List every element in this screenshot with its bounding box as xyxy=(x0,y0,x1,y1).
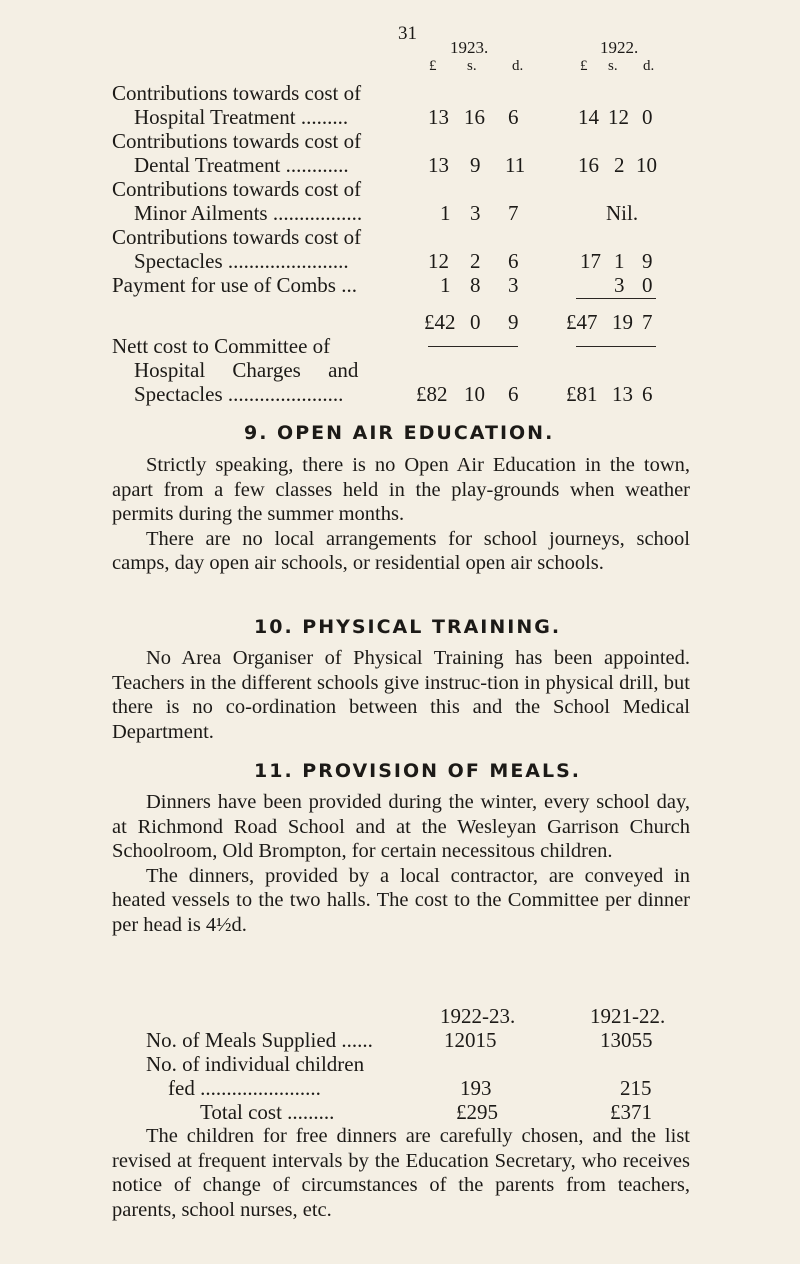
subtotal-rule-1922 xyxy=(576,298,656,299)
nett-1922-shillings: 13 xyxy=(612,382,633,406)
total-cost-1922-23: £295 xyxy=(456,1100,498,1124)
section-10-heading: 10. PHYSICAL TRAINING. xyxy=(254,616,562,638)
minor-1923-shillings: 3 xyxy=(470,201,481,225)
children-fed-label-2: fed ....................... xyxy=(168,1076,321,1100)
dental-1923-pence: 11 xyxy=(505,153,526,177)
nett-1923-pounds: £82 xyxy=(416,382,448,406)
nett-cost-label-2: Hospital Charges and xyxy=(134,358,359,382)
section-10-paragraph-1: No Area Organiser of Physical Training has been appointed. Teachers in the different schools give instruc-tion in physical drill, but there is no co-ordination between this and the School Medical Department. xyxy=(112,647,690,743)
minor-1923-pounds: 1 xyxy=(440,201,451,225)
total-1923-shillings: 0 xyxy=(470,310,481,334)
total-cost-1921-22: £371 xyxy=(610,1100,652,1124)
section-11-paragraph-1: Dinners have been provided during the winter, every school day, at Richmond Road School and at the Wesleyan Garrison Church Schoolroom, Old Brompton, for certain necessitous children. xyxy=(112,791,690,863)
section-9-heading: 9. OPEN AIR EDUCATION. xyxy=(244,422,555,444)
hospital-1923-pounds: 13 xyxy=(428,105,449,129)
row-hospital-label-2: Hospital Treatment ......... xyxy=(134,105,349,129)
total-rule-1922 xyxy=(576,346,656,347)
section-10-body xyxy=(112,646,690,744)
total-1923-pence: 9 xyxy=(508,310,519,334)
spectacles-1923-shillings: 2 xyxy=(470,249,481,273)
meals-supplied-1921-22: 13055 xyxy=(600,1028,653,1052)
meals-supplied-label: No. of Meals Supplied ...... xyxy=(146,1028,373,1052)
nett-cost-label-1: Nett cost to Committee of xyxy=(112,334,331,358)
combs-1922-pence: 0 xyxy=(642,273,653,297)
spectacles-1922-pounds: 17 xyxy=(580,249,601,273)
nett-1923-shillings: 10 xyxy=(464,382,485,406)
row-spectacles-label-2: Spectacles ....................... xyxy=(134,249,349,273)
combs-1922-shillings: 3 xyxy=(614,273,625,297)
section-11-paragraph-2: The dinners, provided by a local contractor, are conveyed in heated vessels to the two halls. The cost to the Committee per dinner per head is 4½d. xyxy=(112,864,690,936)
hospital-1922-shillings: 12 xyxy=(608,105,629,129)
children-fed-1921-22: 215 xyxy=(620,1076,652,1100)
nett-1922-pence: 6 xyxy=(642,382,653,406)
row-spectacles-label-1: Contributions towards cost of xyxy=(112,225,362,249)
row-hospital-label-1: Contributions towards cost of xyxy=(112,81,362,105)
meals-col-1922-23: 1922-23. xyxy=(440,1004,516,1028)
dental-1922-pounds: 16 xyxy=(578,153,599,177)
meals-col-1921-22: 1921-22. xyxy=(590,1004,666,1028)
hospital-1922-pounds: 14 xyxy=(578,105,599,129)
nett-1923-pence: 6 xyxy=(508,382,519,406)
spectacles-1923-pence: 6 xyxy=(508,249,519,273)
children-fed-1922-23: 193 xyxy=(460,1076,492,1100)
dental-1923-shillings: 9 xyxy=(470,153,481,177)
row-dental-label-1: Contributions towards cost of xyxy=(112,129,362,153)
row-combs-label: Payment for use of Combs ... xyxy=(112,273,357,297)
unit-shillings-1923: s. xyxy=(467,58,477,74)
unit-shillings-1922: s. xyxy=(608,58,618,74)
unit-pence-1922: d. xyxy=(643,58,655,74)
dental-1923-pounds: 13 xyxy=(428,153,449,177)
total-1922-shillings: 19 xyxy=(612,310,633,334)
year-1923-header: 1923. xyxy=(450,38,489,57)
total-1922-pounds: £47 xyxy=(566,310,598,334)
combs-1923-shillings: 8 xyxy=(470,273,481,297)
total-1923-pounds: £42 xyxy=(424,310,456,334)
total-1922-pence: 7 xyxy=(642,310,653,334)
section-11-heading: 11. PROVISION OF MEALS. xyxy=(254,760,582,782)
row-minor-label-1: Contributions towards cost of xyxy=(112,177,362,201)
year-1922-header: 1922. xyxy=(600,38,639,57)
row-dental-label-2: Dental Treatment ............ xyxy=(134,153,349,177)
hospital-1923-shillings: 16 xyxy=(464,105,485,129)
unit-pounds-1923: £ xyxy=(429,58,437,74)
hospital-1923-pence: 6 xyxy=(508,105,519,129)
section-9-paragraph-1: Strictly speaking, there is no Open Air Education in the town, apart from a few classes held in the play-grounds when weather permits during the summer months. xyxy=(112,454,690,526)
hospital-1922-pence: 0 xyxy=(642,105,653,129)
section-9-paragraph-2: There are no local arrangements for school journeys, school camps, day open air schools, or residential open air schools. xyxy=(112,527,690,575)
unit-pence-1923: d. xyxy=(512,58,524,74)
meals-supplied-1922-23: 12015 xyxy=(444,1028,497,1052)
section-11-closing-paragraph: The children for free dinners are carefully chosen, and the list revised at frequent intervals by the Education Secretary, who receives notice of change of circumstances of the parents from teachers, parents, school nurses, etc. xyxy=(112,1125,690,1221)
spectacles-1922-pence: 9 xyxy=(642,249,653,273)
page-number: 31 xyxy=(398,23,417,44)
total-cost-label: Total cost ......... xyxy=(200,1100,335,1124)
minor-1923-pence: 7 xyxy=(508,201,519,225)
nett-cost-label-3: Spectacles ...................... xyxy=(134,382,344,406)
total-rule-1923 xyxy=(428,346,518,347)
section-11-closing xyxy=(112,1124,690,1222)
section-9-body xyxy=(112,453,690,576)
row-minor-label-2: Minor Ailments ................. xyxy=(134,201,363,225)
dental-1922-shillings: 2 xyxy=(614,153,625,177)
combs-1923-pounds: 1 xyxy=(440,273,451,297)
unit-pounds-1922: £ xyxy=(580,58,588,74)
dental-1922-pence: 10 xyxy=(636,153,657,177)
minor-1922-nil: Nil. xyxy=(606,201,639,225)
spectacles-1922-shillings: 1 xyxy=(614,249,625,273)
nett-1922-pounds: £81 xyxy=(566,382,598,406)
combs-1923-pence: 3 xyxy=(508,273,519,297)
spectacles-1923-pounds: 12 xyxy=(428,249,449,273)
section-11-body xyxy=(112,790,690,938)
children-fed-label-1: No. of individual children xyxy=(146,1052,365,1076)
